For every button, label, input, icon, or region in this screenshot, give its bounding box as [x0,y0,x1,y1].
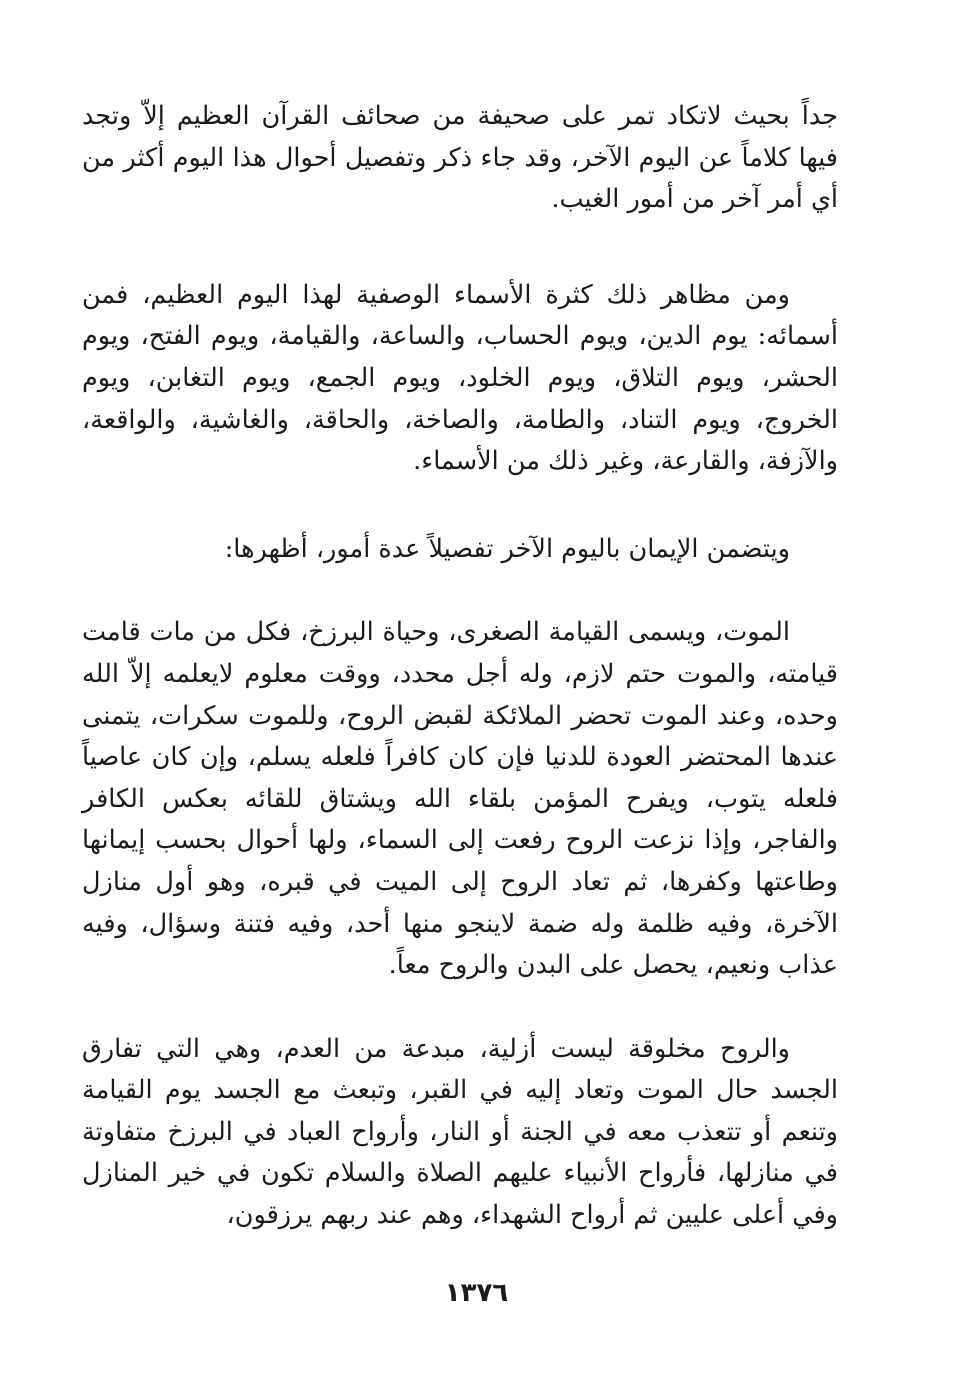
paragraph-death-barzakh: الموت، ويسمى القيامة الصغرى، وحياة البرزخ، فكل من مات قامت قيامته، والموت حتم لازم، وله أجل محدد، ووقت معلوم لايعلمه إلاّ الله وحده، وعند الموت تحضر الملائكة لقبض الروح، وللموت سكرات، يتمنى عندها المحتضر العودة للدنيا فإن كان كافراً فلعله يسلم، وإن كان عاصياً فلعله يتوب، ويفرح المؤمن بلقاء الله ويشتاق للقائه بعكس الكافر والفاجر، وإذا نزعت الروح رفعت إلى السماء، ولها أحوال بحسب إيمانها وطاعتها وكفرها، ثم تعاد الروح إلى الميت في قبره، وهو أول منازل الآخرة، وفيه ظلمة وله ضمة لاينجو منها أحد، وفيه فتنة وسؤال، وفيه عذاب ونعيم، يحصل على البدن والروح معاً. [82,617,838,981]
paragraph-belief-contents: ويتضمن الإيمان باليوم الآخر تفصيلاً عدة أمور، أظهرها: [224,533,790,564]
paragraph-continuation: جداً بحيث لاتكاد تمر على صحيفة من صحائف القرآن العظيم إلاّ وتجد فيها كلاماً عن اليوم الآخر، وقد جاء ذكر وتفصيل أحوال هذا اليوم أكثر من أي أمر آخر من أمور الغيب. [82,101,838,215]
page-body [82,96,838,1237]
page-number: ١٣٧٦ [444,1278,509,1308]
paragraph-soul: والروح مخلوقة ليست أزلية، مبدعة من العدم، وهي التي تفارق الجسد حال الموت وتعاد إليه في القبر، وتبعث مع الجسد يوم القيامة وتنعم أو تتعذب معه في الجنة أو النار، وأرواح العباد في البرزخ متفاوتة في منازلها، فأرواح الأنبياء عليهم الصلاة والسلام تكون في خير المنازل وفي أعلى عليين ثم أرواح الشهداء، وهم عند ربهم يرزقون، [82,1033,838,1231]
paragraph-names-of-last-day: ومن مظاهر ذلك كثرة الأسماء الوصفية لهذا اليوم العظيم، فمن أسمائه: يوم الدين، ويوم الحساب، والساعة، والقيامة، ويوم الفتح، ويوم الحشر، ويوم التلاق، ويوم الخلود، ويوم الجمع، ويوم التغابن، ويوم الخروج، ويوم التناد، والطامة، والصاخة، والحاقة، والغاشية، والواقعة، والآزفة، والقارعة، وغير ذلك من الأسماء. [82,279,838,477]
